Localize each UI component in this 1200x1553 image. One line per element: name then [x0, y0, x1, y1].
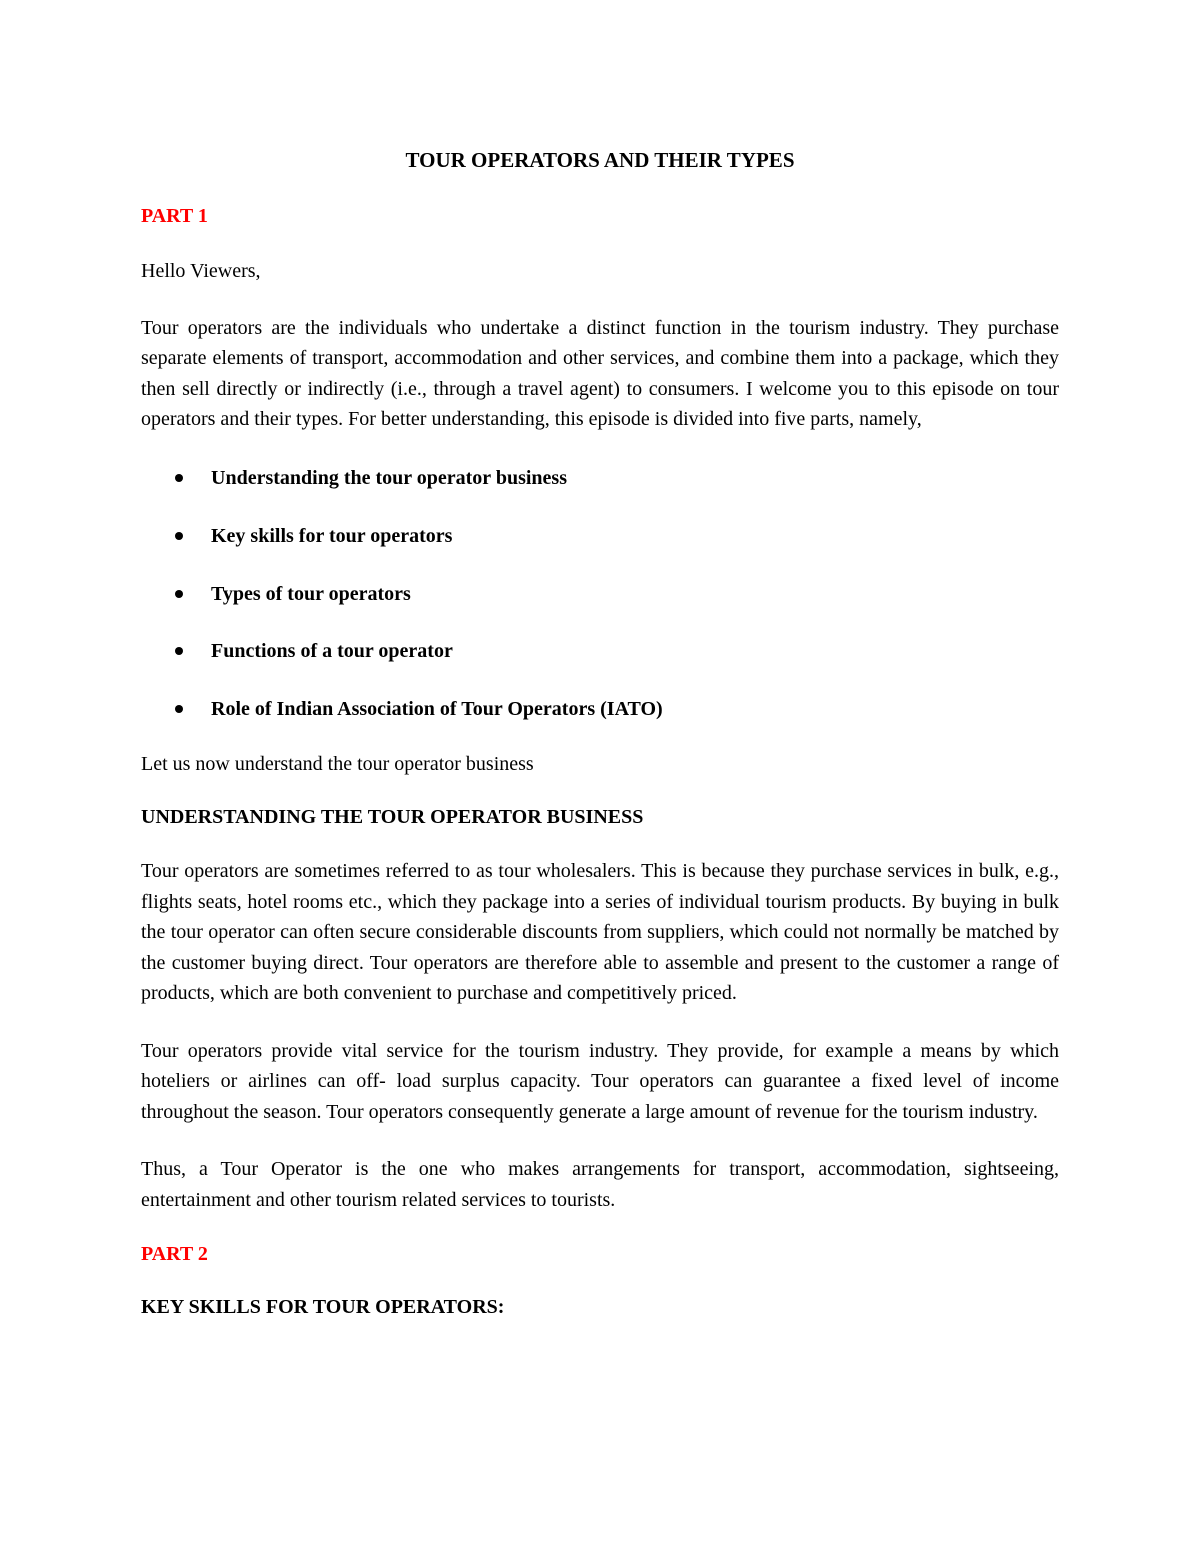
part-1-label: PART 1 [141, 205, 208, 227]
section1-paragraph-3: Thus, a Tour Operator is the one who makes arrangements for transport, accommodation, sightseeing, entertainment and other tourism related services to tourists. [141, 1158, 1059, 1211]
transition-text: Let us now understand the tour operator business [141, 752, 534, 775]
document-title: TOUR OPERATORS AND THEIR TYPES [405, 148, 795, 172]
list-item [141, 636, 1059, 666]
list-item-text: Key skills for tour operators [211, 524, 453, 547]
list-item-text: Functions of a tour operator [211, 639, 453, 662]
list-item-text: Understanding the tour operator business [211, 466, 567, 489]
list-item-text: Role of Indian Association of Tour Operators (IATO) [211, 697, 663, 720]
list-item [141, 694, 1059, 724]
greeting: Hello Viewers, [141, 260, 261, 282]
document-body [141, 143, 1059, 1322]
section1-paragraph-2: Tour operators provide vital service for the tourism industry. They provide, for example a means by which hoteliers or airlines can off- load surplus capacity. Tour operators can guarantee a fixed level of income throughout the season. Tour operators consequently generate a large amount of revenue for the tourism industry. [141, 1039, 1059, 1123]
parts-list [141, 463, 1059, 724]
part-2-label: PART 2 [141, 1243, 208, 1265]
bullet-icon [175, 647, 183, 655]
bullet-icon [175, 532, 183, 540]
bullet-icon [175, 705, 183, 713]
list-item [141, 521, 1059, 551]
bullet-icon [175, 474, 183, 482]
intro-paragraph: Tour operators are the individuals who undertake a distinct function in the tourism industry. They purchase separate elements of transport, accommodation and other services, and combine them into a package, which they then sell directly or indirectly (i.e., through a travel agent) to consumers. I welcome you to this episode on tour operators and their types. For better understanding, this episode is divided into five parts, namely, [141, 316, 1059, 430]
list-item-text: Types of tour operators [211, 582, 411, 605]
section1-paragraph-1: Tour operators are sometimes referred to as tour wholesalers. This is because they purchase services in bulk, e.g., flights seats, hotel rooms etc., which they package into a series of individual tourism products. By buying in bulk the tour operator can often secure considerable discounts from suppliers, which could not normally be matched by the customer buying direct. Tour operators are therefore able to assemble and present to the customer a range of products, which are both convenient to purchase and competitively priced. [141, 860, 1059, 1004]
list-item [141, 463, 1059, 493]
list-item [141, 579, 1059, 609]
section-heading-key-skills: KEY SKILLS FOR TOUR OPERATORS: [141, 1296, 505, 1318]
section-heading-understanding: UNDERSTANDING THE TOUR OPERATOR BUSINESS [141, 806, 644, 828]
bullet-icon [175, 590, 183, 598]
